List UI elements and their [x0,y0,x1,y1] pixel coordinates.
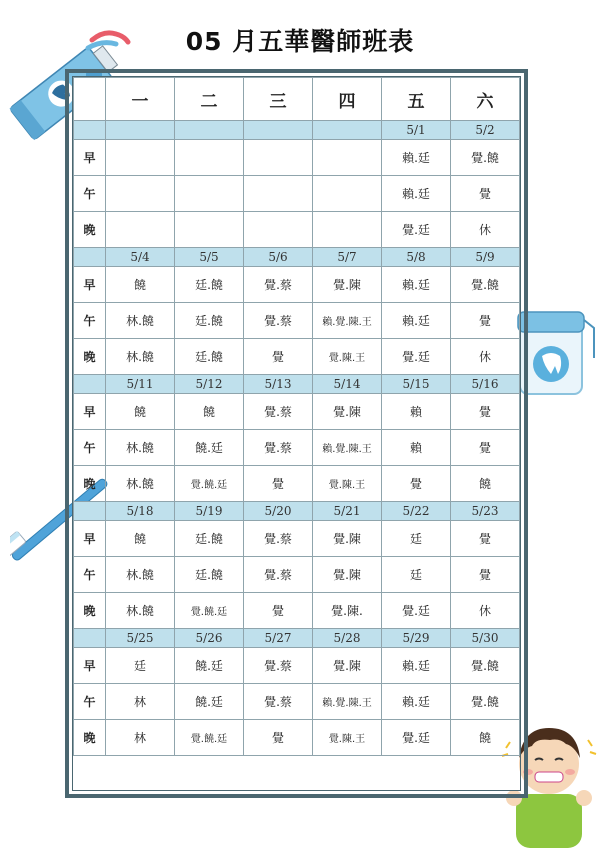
shift-label: 晚 [74,720,106,756]
doctor-cell: 覺.蔡 [244,303,313,339]
doctor-cell: 廷.饒 [175,303,244,339]
doctor-cell: 覺.蔡 [244,648,313,684]
doctor-cell: 覺.饒 [451,648,520,684]
doctor-cell: 覺.蔡 [244,521,313,557]
shift-row [74,140,520,176]
shift-row [74,648,520,684]
doctor-cell: 覺.陳.王 [313,466,382,502]
doctor-cell: 覺.蔡 [244,394,313,430]
shift-label: 午 [74,430,106,466]
doctor-cell: 覺.饒.廷 [175,593,244,629]
date-cell [313,121,382,140]
date-row [74,375,520,394]
weekday-header: 五 [382,78,451,121]
doctor-cell: 賴 [382,394,451,430]
date-row [74,629,520,648]
date-cell [106,121,175,140]
date-cell: 5/6 [244,248,313,267]
doctor-cell: 覺 [244,593,313,629]
date-cell: 5/26 [175,629,244,648]
doctor-cell: 賴.廷 [382,684,451,720]
doctor-cell: 覺.陳.王 [313,339,382,375]
date-cell: 5/22 [382,502,451,521]
doctor-cell: 林.饒 [106,466,175,502]
date-row-spacer [74,375,106,394]
doctor-cell: 覺 [451,557,520,593]
doctor-cell [244,176,313,212]
date-cell: 5/20 [244,502,313,521]
date-cell: 5/25 [106,629,175,648]
doctor-cell [313,176,382,212]
doctor-cell [106,176,175,212]
date-cell: 5/28 [313,629,382,648]
doctor-cell: 賴.廷 [382,176,451,212]
doctor-cell: 饒 [106,267,175,303]
date-cell: 5/5 [175,248,244,267]
shift-label: 午 [74,176,106,212]
weekday-header: 二 [175,78,244,121]
doctor-cell [175,212,244,248]
shift-label: 晚 [74,466,106,502]
shift-label: 早 [74,648,106,684]
doctor-cell: 覺 [451,521,520,557]
shift-label: 早 [74,394,106,430]
doctor-cell: 覺.廷 [382,212,451,248]
doctor-cell: 覺 [451,303,520,339]
shift-row [74,521,520,557]
doctor-cell [244,212,313,248]
doctor-cell: 林 [106,720,175,756]
doctor-cell: 饒 [106,394,175,430]
doctor-cell: 覺.廷 [382,720,451,756]
date-row-spacer [74,248,106,267]
shift-label: 晚 [74,339,106,375]
date-cell: 5/9 [451,248,520,267]
doctor-cell: 覺.廷 [382,339,451,375]
date-row-spacer [74,629,106,648]
date-cell: 5/14 [313,375,382,394]
date-cell: 5/23 [451,502,520,521]
shift-row [74,267,520,303]
shift-label: 午 [74,303,106,339]
doctor-cell: 賴.覺.陳.王 [313,430,382,466]
date-cell: 5/1 [382,121,451,140]
date-cell: 5/11 [106,375,175,394]
date-cell [244,121,313,140]
doctor-cell: 廷.饒 [175,521,244,557]
shift-row [74,466,520,502]
page-title: 05 月五華醫師班表 [185,27,415,56]
shift-row [74,394,520,430]
doctor-cell: 覺.陳. [313,593,382,629]
doctor-cell: 饒 [175,394,244,430]
doctor-cell: 賴.廷 [382,140,451,176]
weekday-header: 六 [451,78,520,121]
date-row [74,502,520,521]
doctor-cell: 覺 [451,430,520,466]
doctor-cell [313,140,382,176]
doctor-cell: 覺.陳 [313,394,382,430]
doctor-cell: 覺.陳 [313,648,382,684]
shift-row [74,430,520,466]
doctor-cell: 覺.陳 [313,267,382,303]
weekday-header: 四 [313,78,382,121]
doctor-cell: 休 [451,212,520,248]
doctor-cell: 饒.廷 [175,648,244,684]
doctor-cell: 覺.陳 [313,521,382,557]
doctor-cell: 廷 [382,521,451,557]
doctor-cell: 賴.廷 [382,267,451,303]
date-cell: 5/27 [244,629,313,648]
date-cell: 5/16 [451,375,520,394]
weekday-header: 三 [244,78,313,121]
date-cell: 5/13 [244,375,313,394]
date-cell: 5/2 [451,121,520,140]
date-row-spacer [74,502,106,521]
doctor-cell: 廷 [382,557,451,593]
shift-label: 午 [74,557,106,593]
weekday-header-row [74,78,520,121]
doctor-cell: 林.饒 [106,593,175,629]
doctor-cell: 林.饒 [106,303,175,339]
doctor-cell: 覺 [451,176,520,212]
schedule-frame [65,69,528,798]
shift-row [74,339,520,375]
date-row-spacer [74,121,106,140]
date-cell: 5/21 [313,502,382,521]
doctor-cell: 覺 [244,466,313,502]
shift-row [74,720,520,756]
doctor-cell: 覺 [451,394,520,430]
shift-label: 晚 [74,593,106,629]
doctor-cell: 覺 [382,466,451,502]
doctor-cell: 覺 [244,720,313,756]
doctor-cell: 廷.饒 [175,267,244,303]
shift-label: 早 [74,521,106,557]
doctor-cell: 林.饒 [106,557,175,593]
doctor-cell: 林.饒 [106,339,175,375]
shift-row [74,593,520,629]
doctor-cell: 覺.蔡 [244,684,313,720]
schedule-table [73,77,520,756]
doctor-cell: 覺.饒 [451,267,520,303]
doctor-cell: 饒 [451,466,520,502]
doctor-cell: 廷.饒 [175,557,244,593]
doctor-cell: 覺.饒 [451,684,520,720]
doctor-cell: 覺.蔡 [244,267,313,303]
doctor-cell: 饒.廷 [175,684,244,720]
date-row [74,248,520,267]
date-row [74,121,520,140]
doctor-cell: 饒.廷 [175,430,244,466]
shift-label: 晚 [74,212,106,248]
doctor-cell [244,140,313,176]
doctor-cell [313,212,382,248]
corner-cell [74,78,106,121]
date-cell: 5/8 [382,248,451,267]
doctor-cell: 覺.陳 [313,557,382,593]
weekday-header: 一 [106,78,175,121]
doctor-cell: 賴.廷 [382,648,451,684]
doctor-cell: 覺.蔡 [244,430,313,466]
doctor-cell: 覺.饒.廷 [175,720,244,756]
doctor-cell [175,140,244,176]
shift-row [74,684,520,720]
doctor-cell: 饒 [106,521,175,557]
doctor-cell: 賴.覺.陳.王 [313,684,382,720]
date-cell: 5/19 [175,502,244,521]
shift-row [74,176,520,212]
date-cell: 5/15 [382,375,451,394]
shift-label: 午 [74,684,106,720]
doctor-cell: 賴 [382,430,451,466]
doctor-cell [106,140,175,176]
date-cell: 5/4 [106,248,175,267]
date-cell: 5/7 [313,248,382,267]
doctor-cell: 覺.陳.王 [313,720,382,756]
doctor-cell: 覺.廷 [382,593,451,629]
doctor-cell: 廷 [106,648,175,684]
doctor-cell: 林 [106,684,175,720]
shift-row [74,303,520,339]
doctor-cell: 休 [451,593,520,629]
date-cell [175,121,244,140]
shift-row [74,557,520,593]
doctor-cell: 饒 [451,720,520,756]
doctor-cell: 賴.覺.陳.王 [313,303,382,339]
doctor-cell: 覺.蔡 [244,557,313,593]
doctor-cell: 林.饒 [106,430,175,466]
date-cell: 5/18 [106,502,175,521]
shift-label: 早 [74,140,106,176]
doctor-cell: 覺.饒.廷 [175,466,244,502]
date-cell: 5/12 [175,375,244,394]
shift-row [74,212,520,248]
doctor-cell: 休 [451,339,520,375]
date-cell: 5/30 [451,629,520,648]
shift-label: 早 [74,267,106,303]
doctor-cell [175,176,244,212]
doctor-cell [106,212,175,248]
doctor-cell: 覺.饒 [451,140,520,176]
doctor-cell: 賴.廷 [382,303,451,339]
doctor-cell: 廷.饒 [175,339,244,375]
date-cell: 5/29 [382,629,451,648]
doctor-cell: 覺 [244,339,313,375]
